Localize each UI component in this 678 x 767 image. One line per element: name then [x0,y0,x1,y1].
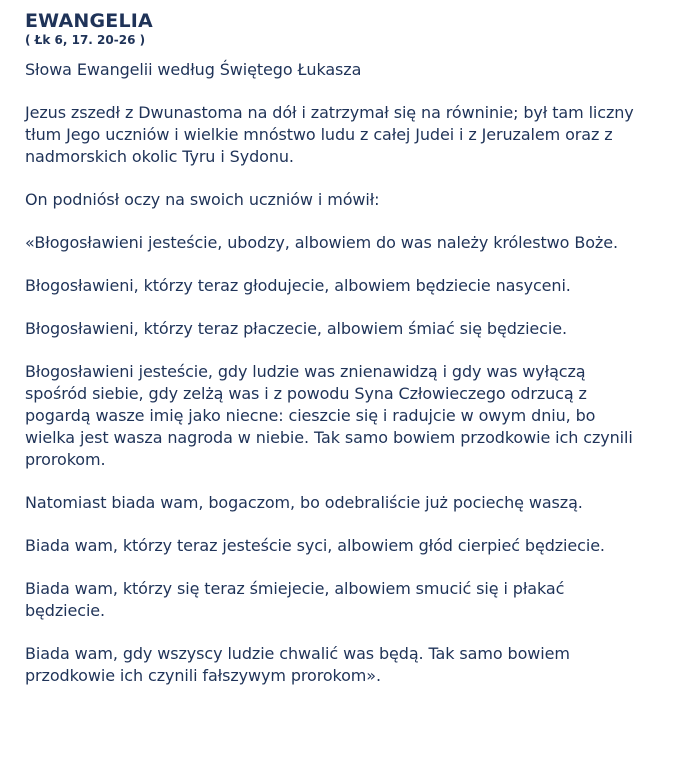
reading-text [25,59,638,687]
reading-intro: Słowa Ewangelii według Świętego Łukasza [25,60,362,79]
beatitude-paragraph: Błogosławieni, którzy teraz głodujecie, albowiem będziecie nasyceni. [25,276,571,295]
reading-paragraph: Jezus zszedł z Dwunastoma na dół i zatrzymał się na równinie; był tam liczny tłum Jego uczniów i wielkie mnóstwo ludu z całej Judei i z Jeruzalem oraz z nadmorskich okolic Tyru i Sydonu. [25,103,634,166]
woe-paragraph: Biada wam, którzy się teraz śmiejecie, albowiem smucić się i płakać będziecie. [25,579,565,620]
woe-paragraph: Biada wam, gdy wszyscy ludzie chwalić was będą. Tak samo bowiem przodkowie ich czynili fałszywym prorokom». [25,644,570,685]
beatitude-paragraph: Błogosławieni jesteście, gdy ludzie was znienawidzą i gdy was wyłączą spośród siebie, gdy zelżą was i z powodu Syna Człowieczego odrzucą z pogardą wasze imię jako niecne: cieszcie się i radujcie w owym dniu, bo wielka jest wasza nagroda w niebie. Tak samo bowiem przodkowie ich czynili prorokom. [25,362,633,469]
page-title: EWANGELIA [25,10,153,32]
reading-paragraph: On podniósł oczy na swoich uczniów i mówił: [25,190,380,209]
woe-paragraph: Biada wam, którzy teraz jesteście syci, albowiem głód cierpieć będziecie. [25,536,605,555]
scripture-reference: ( Łk 6, 17. 20-26 ) [25,33,146,47]
woe-paragraph: Natomiast biada wam, bogaczom, bo odebraliście już pociechę waszą. [25,493,583,512]
beatitude-paragraph: Błogosławieni, którzy teraz płaczecie, albowiem śmiać się będziecie. [25,319,567,338]
beatitude-paragraph: «Błogosławieni jesteście, ubodzy, albowiem do was należy królestwo Boże. [25,233,618,252]
